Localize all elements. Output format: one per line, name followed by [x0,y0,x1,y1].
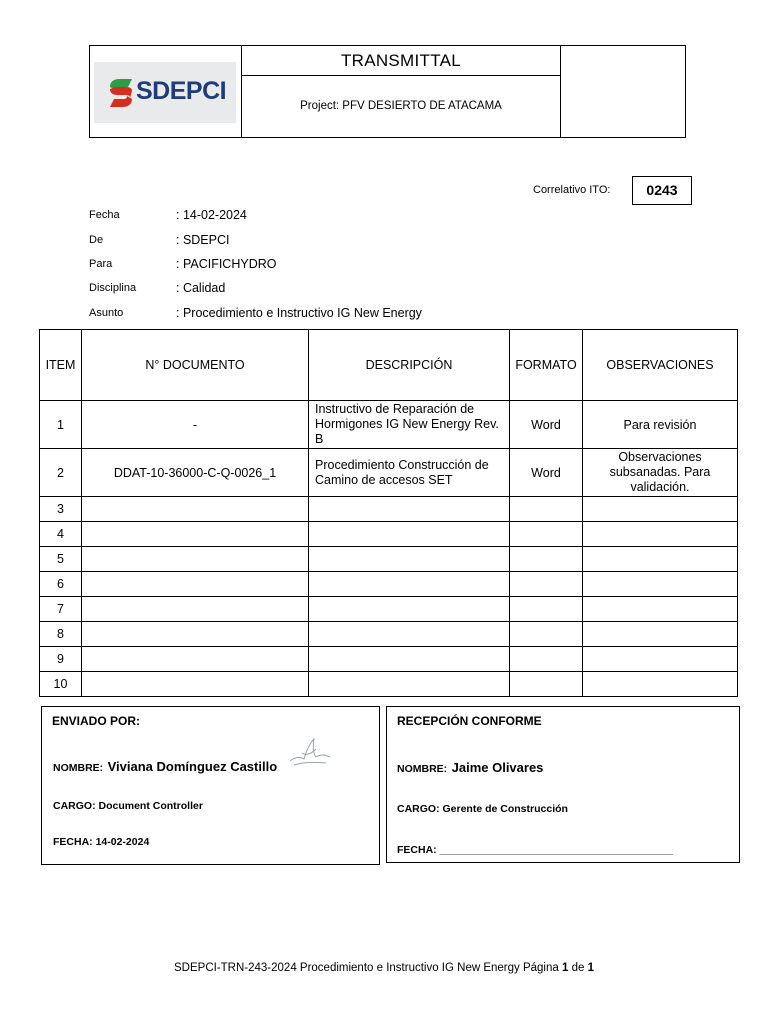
table-row [40,672,738,697]
reception-heading: RECEPCIÓN CONFORME [397,714,542,728]
cell-item: 3 [40,497,82,522]
cell-format [510,522,583,547]
document-title: TRANSMITTAL [242,46,561,76]
cell-item: 7 [40,597,82,622]
cell-item: 2 [40,449,82,497]
sent-name-label: NOMBRE: [53,762,104,774]
footer-text: SDEPCI-TRN-243-2024 Procedimiento e Instructivo IG New Energy Página [174,962,559,974]
cell-description: Procedimiento Construcción de Camino de accesos SET [309,449,510,497]
meta-value-asunto: : Procedimiento e Instructivo IG New Energy [176,306,422,320]
cell-format [510,672,583,697]
cell-description [309,672,510,697]
cell-item: 8 [40,622,82,647]
transmittal-header [89,45,686,138]
table-row [40,401,738,449]
sent-by-box [41,706,380,865]
column-header-format: FORMATO [510,330,583,401]
table-header-row [40,330,738,401]
cell-format [510,622,583,647]
cell-format [510,547,583,572]
cell-observations [583,647,738,672]
table-row [40,547,738,572]
meta-label-de: De [89,234,104,246]
cell-item: 1 [40,401,82,449]
page-footer [0,962,768,974]
cell-document [82,572,309,597]
meta-label-fecha: Fecha [89,209,120,221]
table-row [40,572,738,597]
cell-item: 6 [40,572,82,597]
column-header-document: N° DOCUMENTO [82,330,309,401]
cell-document: DDAT-10-36000-C-Q-0026_1 [82,449,309,497]
company-logo [94,62,236,123]
footer-total-pages: 1 [587,962,594,974]
table-row [40,647,738,672]
cell-document [82,597,309,622]
documents-table [39,329,738,697]
correlativo-value: 0243 [632,176,692,205]
cell-observations: Para revisión [583,401,738,449]
cell-format [510,597,583,622]
cell-description [309,497,510,522]
cell-document [82,522,309,547]
meta-label-asunto: Asunto [89,307,124,319]
cell-item: 5 [40,547,82,572]
meta-value-para: : PACIFICHYDRO [176,257,277,271]
cell-description [309,522,510,547]
cell-description [309,647,510,672]
cell-observations [583,622,738,647]
table-row [40,522,738,547]
cell-description [309,597,510,622]
meta-value-disciplina: : Calidad [176,281,226,295]
signature-image [286,735,336,771]
correlativo-label: Correlativo ITO: [533,184,611,196]
meta-value-fecha: : 14-02-2024 [176,208,247,222]
cell-format [510,647,583,672]
cell-observations [583,522,738,547]
column-header-description: DESCRIPCIÓN [309,330,510,401]
cell-description [309,572,510,597]
sent-fecha: FECHA: 14-02-2024 [53,836,150,848]
column-header-observations: OBSERVACIONES [583,330,738,401]
table-row [40,622,738,647]
cell-item: 9 [40,647,82,672]
cell-document [82,497,309,522]
cell-description: Instructivo de Reparación de Hormigones IG New Energy Rev. B [309,401,510,449]
received-name-label: NOMBRE: [397,763,448,775]
received-cargo: CARGO: Gerente de Construcción [397,803,568,815]
footer-page-number: 1 [561,962,569,974]
cell-description [309,547,510,572]
project-name: Project: PFV DESIERTO DE ATACAMA [242,76,561,137]
cell-observations [583,497,738,522]
cell-document: - [82,401,309,449]
logo-text: SDEPCI [136,77,227,105]
cell-document [82,622,309,647]
table-row [40,497,738,522]
cell-format: Word [510,401,583,449]
sent-name-value: Viviana Domínguez Castillo [107,759,278,774]
column-header-item: ITEM [40,330,82,401]
cell-observations: Observaciones subsanadas. Para validación. [583,449,738,497]
meta-value-de: : SDEPCI [176,233,230,247]
table-row [40,449,738,497]
cell-item: 4 [40,522,82,547]
sent-by-heading: ENVIADO POR: [52,714,141,728]
cell-document [82,647,309,672]
cell-description [309,622,510,647]
cell-format [510,497,583,522]
cell-format: Word [510,449,583,497]
meta-label-disciplina: Disciplina [89,282,137,294]
cell-observations [583,547,738,572]
table-row [40,597,738,622]
meta-label-para: Para [89,258,113,270]
cell-document [82,547,309,572]
sdepci-mark-icon [106,77,136,109]
cell-observations [583,597,738,622]
cell-observations [583,672,738,697]
received-fecha: FECHA: ________________________________________ [397,844,674,856]
reception-box [386,706,740,863]
cell-format [510,572,583,597]
cell-document [82,672,309,697]
sent-name-line [53,758,277,776]
footer-of: de [571,962,585,974]
cell-item: 10 [40,672,82,697]
sent-cargo: CARGO: Document Controller [53,800,203,812]
received-name-line [397,759,543,777]
received-name-value: Jaime Olivares [451,760,544,775]
logo-cell [90,46,242,137]
cell-observations [583,572,738,597]
